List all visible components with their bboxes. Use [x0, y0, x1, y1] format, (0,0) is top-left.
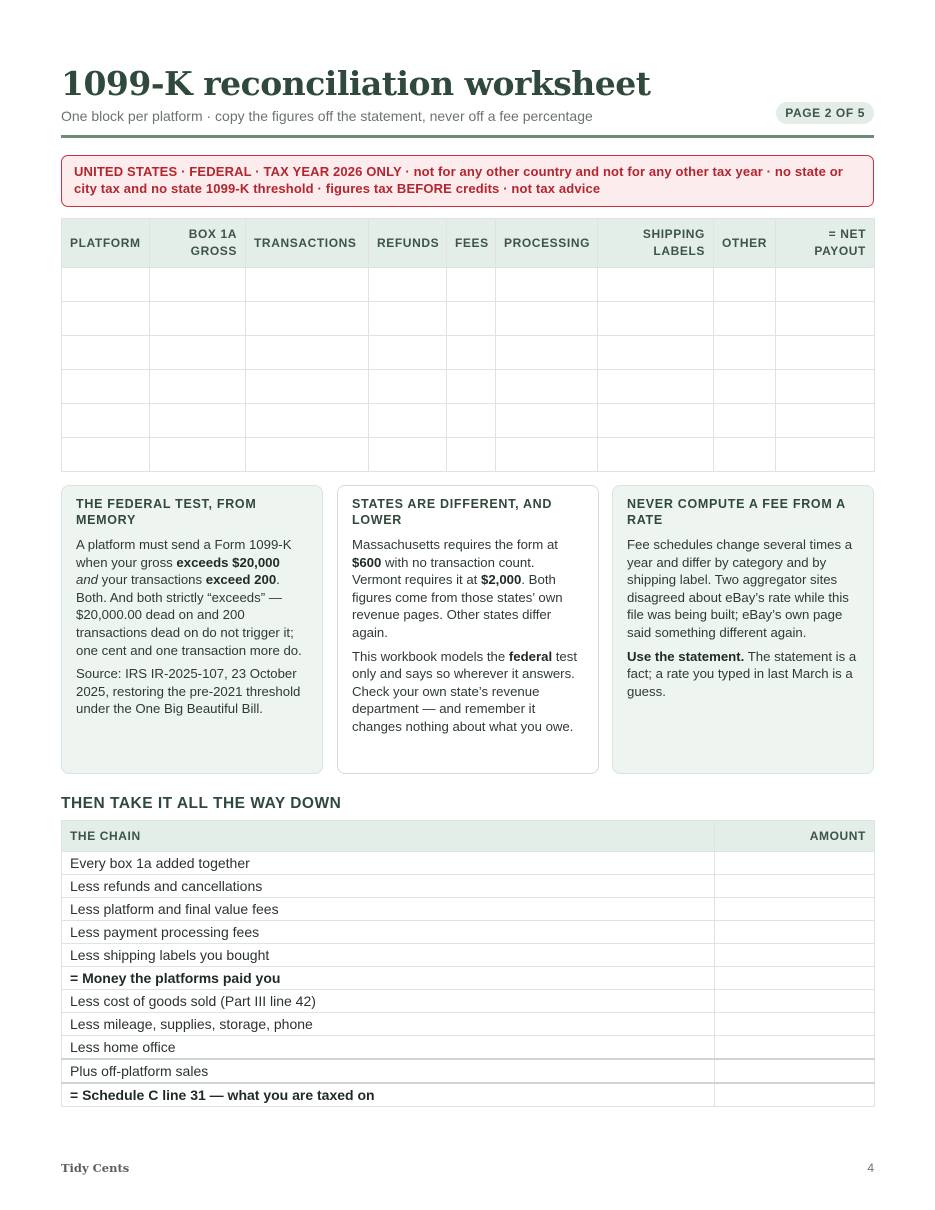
platform-entry-cell[interactable]	[496, 336, 598, 370]
col-platform: PLATFORM	[62, 219, 150, 268]
col-box1a-line1: BOX 1A	[188, 227, 237, 241]
platform-entry-cell[interactable]	[246, 336, 369, 370]
chain-label: Less shipping labels you bought	[62, 944, 715, 967]
platform-row	[62, 370, 875, 404]
platform-entry-cell[interactable]	[447, 404, 496, 438]
text-bold: federal	[508, 648, 553, 664]
chain-row	[62, 1083, 875, 1107]
card-paragraph: Fee schedules change several times a year and differ by category and by shipping label. Two aggregator sites disagreed about eBay’s rate while this file was being built; eBay’s own page said something different again.	[627, 537, 853, 640]
platform-entry-cell[interactable]	[369, 404, 447, 438]
chain-label: Less cost of goods sold (Part III line 42)	[62, 990, 715, 1013]
card-heading: THE FEDERAL TEST, FROM MEMORY	[76, 497, 257, 527]
fee-rate-card	[612, 485, 874, 774]
card-paragraph	[352, 648, 584, 736]
platform-entry-cell[interactable]	[776, 302, 875, 336]
platform-entry-cell[interactable]	[598, 302, 714, 336]
chain-label: Less mileage, supplies, storage, phone	[62, 1013, 715, 1036]
platform-entry-cell[interactable]	[369, 336, 447, 370]
platform-row	[62, 302, 875, 336]
chain-amount-cell[interactable]	[715, 944, 875, 967]
text-run: your transactions	[98, 572, 206, 588]
platform-table	[61, 218, 875, 472]
chain-section-heading: THEN TAKE IT ALL THE WAY DOWN	[61, 795, 342, 812]
chain-table	[61, 820, 875, 1107]
platform-entry-cell[interactable]	[246, 404, 369, 438]
card-heading: NEVER COMPUTE A FEE FROM A RATE	[627, 497, 846, 527]
platform-entry-cell[interactable]	[246, 268, 369, 302]
federal-test-card	[61, 485, 323, 774]
platform-entry-cell[interactable]	[598, 438, 714, 472]
chain-label: Less refunds and cancellations	[62, 875, 715, 898]
platform-entry-cell[interactable]	[496, 438, 598, 472]
platform-entry-cell[interactable]	[369, 302, 447, 336]
platform-entry-cell[interactable]	[369, 438, 447, 472]
card-paragraph	[76, 536, 308, 659]
col-the-chain: THE CHAIN	[62, 821, 715, 852]
chain-row	[62, 990, 875, 1013]
platform-entry-cell[interactable]	[62, 336, 150, 370]
text-run: Massachusetts requires the form at	[352, 537, 558, 552]
text-italic: and	[76, 572, 99, 588]
platform-entry-cell[interactable]	[369, 268, 447, 302]
platform-entry-cell[interactable]	[496, 370, 598, 404]
platform-entry-cell[interactable]	[150, 438, 246, 472]
platform-entry-cell[interactable]	[150, 404, 246, 438]
col-amount: AMOUNT	[715, 821, 875, 852]
text-bold: exceeds $20,000	[176, 554, 280, 570]
text-bold: Use the statement.	[627, 648, 745, 664]
text-bold: $600	[352, 554, 382, 570]
platform-entry-cell[interactable]	[776, 370, 875, 404]
platform-entry-cell[interactable]	[598, 336, 714, 370]
scope-warning-banner: UNITED STATES · FEDERAL · TAX YEAR 2026 ONLY · not for any other country and not for any other tax year · no state or city tax and no state 1099-K threshold · figures tax BEFORE credits · not tax advice	[61, 155, 874, 207]
platform-entry-cell[interactable]	[776, 336, 875, 370]
platform-table-header	[62, 219, 875, 268]
chain-amount-cell[interactable]	[715, 1083, 875, 1107]
col-refunds: REFUNDS	[369, 219, 447, 268]
col-net-line2: PAYOUT	[814, 244, 866, 258]
platform-entry-cell[interactable]	[246, 438, 369, 472]
chain-label: = Schedule C line 31 — what you are taxed on	[62, 1083, 715, 1107]
card-heading: STATES ARE DIFFERENT, AND LOWER	[352, 497, 553, 527]
platform-entry-cell[interactable]	[150, 302, 246, 336]
chain-amount-cell[interactable]	[715, 1013, 875, 1036]
chain-amount-cell[interactable]	[715, 967, 875, 990]
col-shipping-line1: SHIPPING	[642, 227, 705, 241]
header-rule	[61, 135, 874, 138]
col-shipping-line2: LABELS	[653, 244, 705, 258]
platform-entry-cell[interactable]	[714, 404, 776, 438]
text-bold: $2,000	[481, 572, 522, 588]
footer-brand: Tidy Cents	[61, 1161, 130, 1175]
platform-entry-cell[interactable]	[369, 370, 447, 404]
chain-table-body	[62, 852, 875, 1107]
chain-amount-cell[interactable]	[715, 1036, 875, 1060]
platform-entry-cell[interactable]	[714, 438, 776, 472]
col-processing: PROCESSING	[496, 219, 598, 268]
text-run: This workbook models the	[352, 648, 509, 664]
text-run: A platform must send a Form 1099-K when your gross	[76, 537, 292, 570]
platform-row	[62, 268, 875, 302]
platform-entry-cell[interactable]	[447, 268, 496, 302]
platform-entry-cell[interactable]	[62, 370, 150, 404]
chain-row	[62, 1036, 875, 1060]
platform-row	[62, 336, 875, 370]
chain-amount-cell[interactable]	[715, 1059, 875, 1083]
state-rules-card	[337, 485, 599, 774]
chain-amount-cell[interactable]	[715, 852, 875, 875]
col-box1a-line2: GROSS	[190, 244, 237, 258]
chain-row	[62, 1059, 875, 1083]
col-net-line1: = NET	[828, 227, 866, 241]
col-shipping-labels	[598, 219, 714, 268]
chain-row	[62, 852, 875, 875]
chain-amount-cell[interactable]	[715, 898, 875, 921]
chain-amount-cell[interactable]	[715, 921, 875, 944]
platform-entry-cell[interactable]	[776, 268, 875, 302]
platform-row	[62, 404, 875, 438]
card-source: Source: IRS IR-2025-107, 23 October 2025, restoring the pre-2021 threshold under the One Big Beautiful Bill.	[76, 666, 301, 717]
platform-entry-cell[interactable]	[62, 302, 150, 336]
platform-entry-cell[interactable]	[62, 268, 150, 302]
chain-row	[62, 944, 875, 967]
chain-label: Plus off-platform sales	[62, 1059, 715, 1083]
platform-entry-cell[interactable]	[447, 336, 496, 370]
chain-row	[62, 967, 875, 990]
platform-entry-cell[interactable]	[447, 370, 496, 404]
platform-row	[62, 438, 875, 472]
chain-row	[62, 875, 875, 898]
platform-entry-cell[interactable]	[496, 404, 598, 438]
info-cards	[61, 485, 874, 774]
chain-row	[62, 898, 875, 921]
platform-entry-cell[interactable]	[714, 336, 776, 370]
text-bold: exceed 200	[205, 572, 277, 588]
platform-entry-cell[interactable]	[776, 404, 875, 438]
card-paragraph	[352, 536, 584, 642]
text-run: with no transaction count. Vermont requires it at	[352, 554, 535, 588]
platform-entry-cell[interactable]	[62, 438, 150, 472]
platform-entry-cell[interactable]	[598, 268, 714, 302]
chain-amount-cell[interactable]	[715, 875, 875, 898]
platform-entry-cell[interactable]	[714, 370, 776, 404]
platform-entry-cell[interactable]	[150, 336, 246, 370]
col-net-payout	[776, 219, 875, 268]
platform-entry-cell[interactable]	[776, 438, 875, 472]
chain-row	[62, 921, 875, 944]
platform-entry-cell[interactable]	[598, 404, 714, 438]
platform-entry-cell[interactable]	[714, 302, 776, 336]
platform-entry-cell[interactable]	[447, 438, 496, 472]
text-run: test only and says so wherever it answers. Check your own state’s revenue department — and remember it changes nothing about what you owe.	[352, 648, 578, 734]
card-paragraph	[627, 648, 859, 701]
platform-entry-cell[interactable]	[150, 370, 246, 404]
col-box1a-gross	[150, 219, 246, 268]
chain-label: Less home office	[62, 1036, 715, 1060]
footer-page-number: 4	[867, 1161, 874, 1175]
worksheet-page	[61, 0, 874, 1210]
chain-table-header	[62, 821, 875, 852]
platform-entry-cell[interactable]	[150, 268, 246, 302]
platform-entry-cell[interactable]	[246, 370, 369, 404]
text-run: The statement is a fact; a rate you typed in last March is a guess.	[627, 648, 857, 699]
col-fees: FEES	[447, 219, 496, 268]
chain-label: Less platform and final value fees	[62, 898, 715, 921]
platform-entry-cell[interactable]	[246, 302, 369, 336]
col-other: OTHER	[714, 219, 776, 268]
chain-row	[62, 1013, 875, 1036]
chain-label: Every box 1a added together	[62, 852, 715, 875]
page-badge: PAGE 2 OF 5	[776, 102, 874, 124]
platform-entry-cell[interactable]	[62, 404, 150, 438]
platform-entry-cell[interactable]	[714, 268, 776, 302]
page-title: 1099-K reconciliation worksheet	[61, 64, 651, 103]
platform-entry-cell[interactable]	[598, 370, 714, 404]
page-subtitle: One block per platform · copy the figures off the statement, never off a fee percentage	[61, 108, 593, 124]
col-transactions: TRANSACTIONS	[246, 219, 369, 268]
platform-table-body	[62, 268, 875, 472]
platform-entry-cell[interactable]	[496, 302, 598, 336]
platform-entry-cell[interactable]	[496, 268, 598, 302]
platform-entry-cell[interactable]	[447, 302, 496, 336]
chain-amount-cell[interactable]	[715, 990, 875, 1013]
text-run: . Both. And both strictly “exceeds” — $20,000.00 dead on and 200 transactions dead on do not trigger it; one cent and one transaction more do.	[76, 572, 302, 658]
chain-label: Less payment processing fees	[62, 921, 715, 944]
chain-label: = Money the platforms paid you	[62, 967, 715, 990]
text-run: . Both figures come from those states’ own revenue pages. Other states differ again.	[352, 572, 563, 640]
